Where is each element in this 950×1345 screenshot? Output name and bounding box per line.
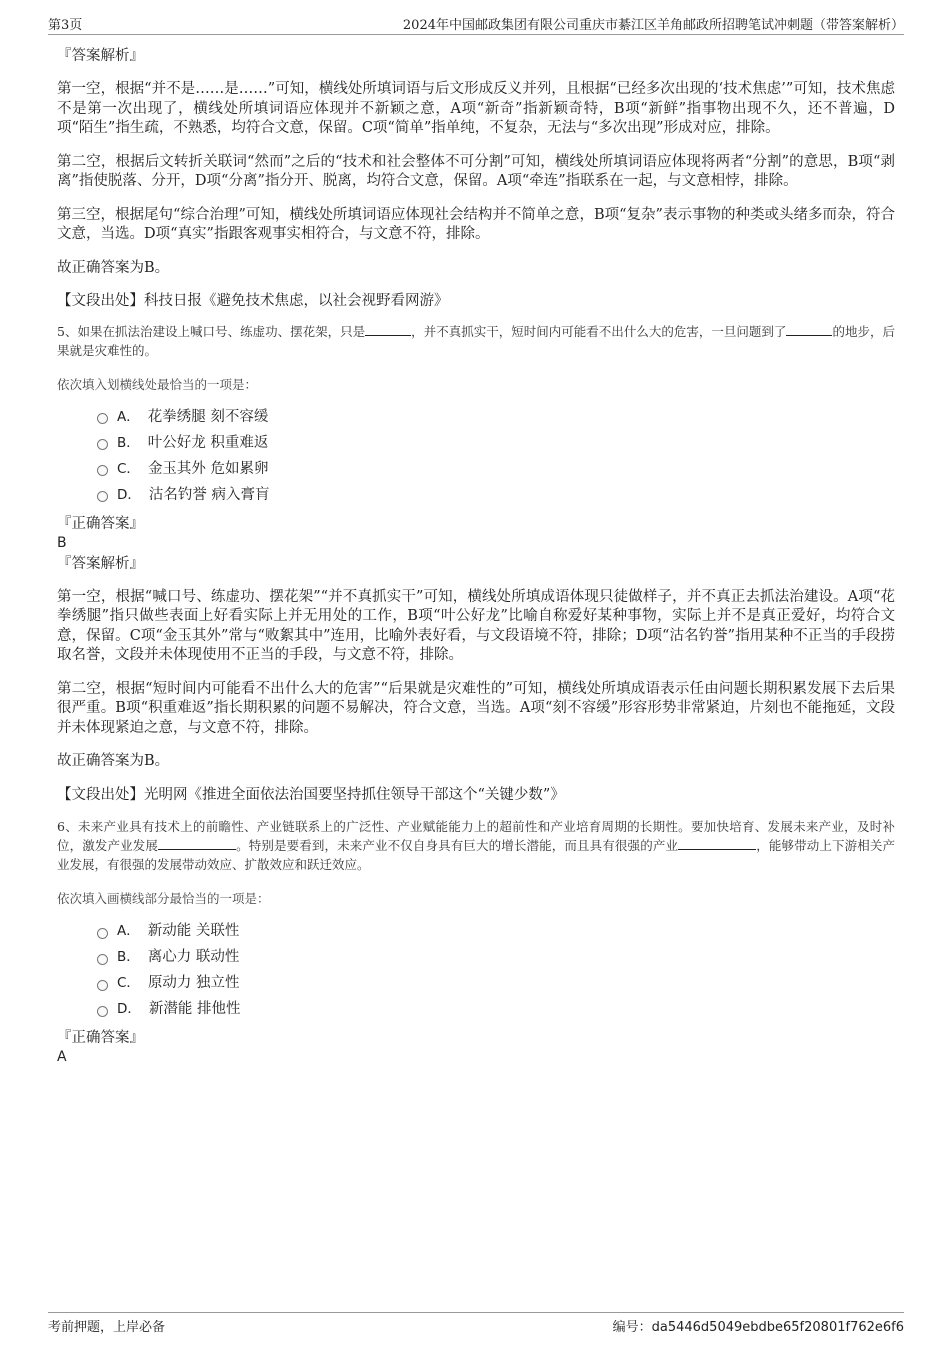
q5-option-c[interactable] (97, 456, 895, 482)
document-code (613, 1316, 904, 1335)
q6-option-d[interactable] (97, 996, 895, 1022)
option-key: D． (117, 486, 141, 503)
q6-stem-part-1: 6、未来产业具有技术上的前瞻性、产业链联系上的广泛性、产业赋能能力上的超前性和产业培育周期的长期性。要加快培育、发展未来产业，及时补位，激发产业发展 (57, 819, 895, 853)
q5-source: 【文段出处】光明网《推进全面依法治国要坚持抓住领导干部这个“关键少数”》 (57, 786, 565, 803)
page-number: 第3页 (48, 18, 83, 33)
option-text: 花拳绣腿 刻不容缓 (147, 408, 269, 425)
q5-stem-part-3: 的地步，后果就是灾难性的。 (57, 323, 895, 358)
page-header (48, 14, 904, 35)
option-key: C． (117, 975, 140, 991)
option-key: A． (117, 923, 140, 939)
option-text: 沽名钓誉 病入膏肓 (148, 486, 270, 503)
option-text: 离心力 联动性 (147, 949, 240, 965)
option-text: 新动能 关联性 (147, 923, 240, 939)
footer-slogan: 考前押题，上岸必备 (48, 1320, 166, 1335)
q5-analysis-label: 『答案解析』 (57, 555, 144, 572)
radio-icon[interactable] (97, 439, 108, 450)
q5-analysis-para-2: 第二空，根据“短时间内可能看不出什么大的危害”“后果就是灾难性的”可知，横线处所填成语表示任由问题长期积累发展下去后果很严重。B项“积重难返”指长期积累的问题不易解决，符合文意，当选。A项“刻不容缓”形容形势非常紧迫，片刻也不能拖延，文段并未体现紧迫之意，与文意不符，排除。 (57, 680, 895, 736)
q5-correct-answer: B (57, 534, 67, 551)
option-key: B． (117, 949, 140, 965)
q6-option-b[interactable] (97, 944, 895, 970)
q4-analysis-label: 『答案解析』 (57, 48, 144, 64)
page-content (57, 46, 895, 1068)
radio-icon[interactable] (97, 928, 108, 939)
q6-correct-answer: A (57, 1049, 67, 1065)
option-key: C． (117, 460, 140, 477)
q5-analysis-para-1: 第一空，根据“喊口号、练虚功、摆花架”“并不真抓实干”可知，横线处所填成语体现只徒做样子，并不真正去抓法治建设。A项“花拳绣腿”指只做些表面上好看实际上并无用处的工作，B项“叶公好龙”比喻自称爱好某种事物，实际上并不是真正爱好，均符合文意，保留。C项“金玉其外”常与“败絮其中”连用，比喻外表好看，与文段语境不符，排除；D项“沽名钓誉”指用某种不正当的手段捞取名誉，文段并未体现使用不正当的手段，与文意不符，排除。 (57, 588, 895, 663)
q5-blank-1 (365, 323, 411, 336)
option-text: 叶公好龙 积重难返 (147, 434, 269, 451)
q5-option-d[interactable] (97, 482, 895, 508)
radio-icon[interactable] (97, 954, 108, 965)
q6-instruction: 依次填入画横线部分最恰当的一项是： (57, 891, 270, 906)
q5-option-a[interactable] (97, 404, 895, 430)
radio-icon[interactable] (97, 980, 108, 991)
q4-conclusion: 故正确答案为B。 (57, 259, 170, 276)
option-key: B． (117, 434, 140, 451)
q5-stem-part-2: ，并不真抓实干，短时间内可能看不出什么大的危害，一旦问题到了 (411, 323, 787, 339)
q4-analysis-para-3: 第三空，根据尾句“综合治理”可知，横线处所填词语应体现社会结构并不简单之意，B项“复杂”表示事物的种类或头绪多而杂，符合文意，当选。D项“真实”指跟客观事实相符合，与文意不符，排除。 (57, 206, 895, 242)
q5-blank-2 (786, 323, 832, 336)
q6-options (97, 918, 895, 1022)
code-label: 编号： (612, 1320, 652, 1335)
q6-stem-part-3: ，能够带动上下游相关产业发展，有很强的发展带动效应、扩散效应和跃迁效应。 (57, 838, 895, 872)
q6-correct-label: 『正确答案』 (57, 1030, 144, 1046)
q4-source: 【文段出处】科技日报《避免技术焦虑，以社会视野看网游》 (57, 293, 449, 309)
option-key: D． (117, 1001, 141, 1017)
q5-stem-part-1: 5、如果在抓法治建设上喊口号、练虚功、摆花架，只是 (57, 323, 366, 339)
option-text: 金玉其外 危如累卵 (147, 460, 269, 477)
radio-icon[interactable] (97, 491, 108, 502)
q6-blank-1 (158, 837, 236, 850)
option-text: 原动力 独立性 (147, 975, 240, 991)
q6-option-c[interactable] (97, 970, 895, 996)
radio-icon[interactable] (97, 413, 108, 424)
option-text: 新潜能 排他性 (148, 1001, 241, 1017)
q6-stem-part-2: 。特别是要看到，未来产业不仅自身具有巨大的增长潜能，而且具有很强的产业 (236, 838, 679, 853)
q5-option-b[interactable] (97, 430, 895, 456)
q4-analysis-para-1: 第一空，根据“并不是……是……”可知，横线处所填词语与后文形成反义并列，且根据“已经多次出现的‘技术焦虑’”可知，技术焦虑不是第一次出现了，横线处所填词语应体现并不新颖之意，A项“新奇”指新颖奇特，B项“新鲜”指事物出现不久，还不普遍，D项“陌生”指生疏，不熟悉，均符合文意，保留。C项“简单”指单纯，不复杂，无法与“多次出现”形成对应，排除。 (57, 81, 895, 136)
q5-correct-label: 『正确答案』 (57, 515, 144, 532)
q5-instruction: 依次填入划横线处最恰当的一项是： (57, 376, 258, 392)
q6-stem (57, 817, 895, 874)
option-key: A． (117, 408, 140, 425)
q4-analysis-para-2: 第二空，根据后文转折关联词“然而”之后的“技术和社会整体不可分割”可知，横线处所填词语应体现将两者“分割”的意思，B项“剥离”指使脱落、分开，D项“分离”指分开、脱离，均符合文意，保留。A项“牵连”指联系在一起，与文意相悖，排除。 (57, 153, 895, 189)
page-footer (48, 1312, 904, 1333)
code-value: da5446d5049ebdbe65f20801f762e6f6 (651, 1320, 904, 1335)
q5-stem (57, 322, 895, 360)
q6-blank-2 (678, 837, 756, 850)
q6-option-a[interactable] (97, 918, 895, 944)
q5-options (97, 404, 895, 508)
radio-icon[interactable] (97, 465, 108, 476)
q5-conclusion: 故正确答案为B。 (57, 753, 170, 769)
radio-icon[interactable] (97, 1006, 108, 1017)
document-title: 2024年中国邮政集团有限公司重庆市綦江区羊角邮政所招聘笔试冲刺题（带答案解析） (402, 18, 904, 33)
